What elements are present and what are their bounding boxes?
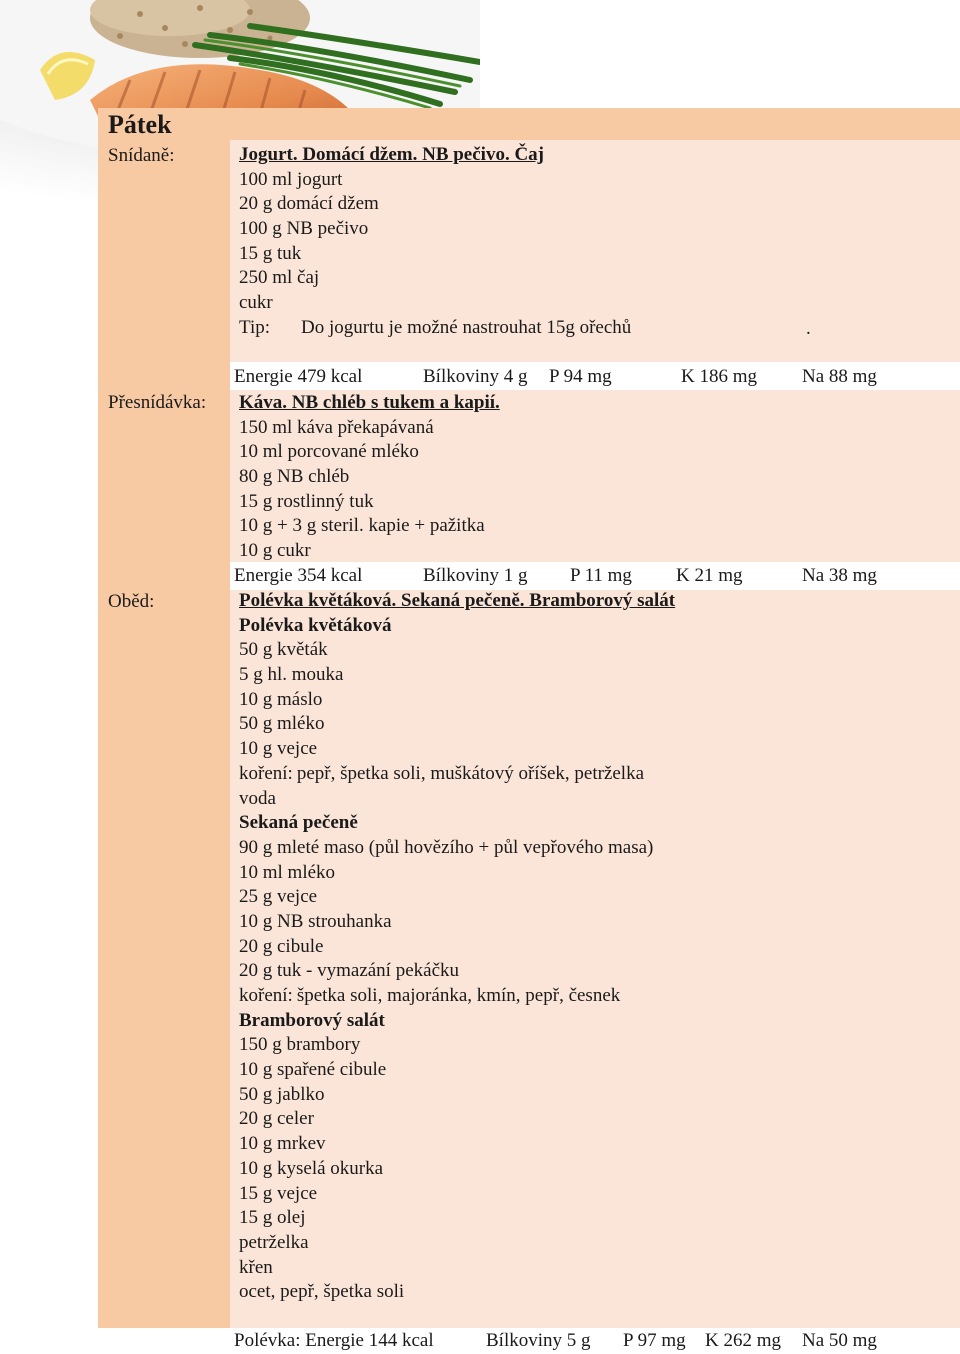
snack-nutrition: [230, 564, 960, 588]
meatloaf-spices: [239, 984, 675, 1009]
meatloaf-item: 10 ml mléko: [239, 861, 336, 883]
protein-value: Bílkoviny 5 g: [486, 1330, 591, 1351]
soup-item: voda: [239, 787, 276, 809]
salad-item: 150 g brambory: [239, 1034, 361, 1056]
phosphorus-value: P 94 mg: [549, 366, 612, 387]
tip-text: Do jogurtu je možné nastrouhat 15g ořechů: [301, 316, 632, 338]
breakfast-item: 250 ml čaj: [239, 267, 320, 289]
soup-spices: [239, 762, 675, 787]
soup-item: 5 g hl. mouka: [239, 664, 344, 686]
lunch-label: Oběd:: [108, 591, 155, 612]
phosphorus-value: P 11 mg: [570, 565, 632, 586]
spice-text: pepř, špetka soli, muškátový oříšek, petrželka: [296, 762, 645, 784]
salad-item: 10 g kyselá okurka: [239, 1157, 384, 1179]
lunch-content: [239, 589, 675, 1305]
salad-item: 10 g spařené cibule: [239, 1059, 387, 1081]
lunch-nutrition: [230, 1329, 960, 1353]
soup-item: 50 g mléko: [239, 713, 325, 735]
breakfast-heading: Jogurt. Domácí džem. NB pečivo. Čaj: [239, 144, 545, 165]
meatloaf-item: 10 g NB strouhanka: [239, 910, 392, 932]
meatloaf-item: 25 g vejce: [239, 886, 318, 908]
potassium-value: K 262 mg: [705, 1330, 781, 1351]
meatloaf-item: 90 g mleté maso (půl hovězího + půl vepřového masa): [239, 836, 654, 858]
label-column: [98, 140, 230, 1328]
phosphorus-value: P 97 mg: [623, 1330, 686, 1351]
breakfast-item: 15 g tuk: [239, 242, 302, 264]
soup-title: Polévka květáková: [239, 614, 392, 636]
potassium-value: K 186 mg: [681, 366, 757, 387]
tip-label: Tip:: [239, 316, 270, 338]
salad-item: ocet, pepř, špetka soli: [239, 1281, 405, 1303]
protein-value: Bílkoviny 4 g: [423, 366, 528, 387]
meatloaf-item: 20 g tuk - vymazání pekáčku: [239, 960, 460, 982]
snack-item: 10 g cukr: [239, 540, 311, 562]
potassium-value: K 21 mg: [676, 565, 743, 586]
salad-item: 10 g mrkev: [239, 1133, 326, 1155]
snack-item: 150 ml káva překapávaná: [239, 416, 434, 438]
spice-label: koření:: [239, 985, 293, 1006]
salad-item: křen: [239, 1256, 273, 1278]
energy-value: Energie 354 kcal: [234, 565, 363, 586]
protein-value: Bílkoviny 1 g: [423, 565, 528, 586]
salad-item: 15 g olej: [239, 1207, 306, 1229]
breakfast-label: Snídaně:: [108, 145, 175, 166]
day-title: Pátek: [108, 110, 172, 139]
meatloaf-title: Sekaná pečeně: [239, 812, 358, 834]
breakfast-content: [239, 143, 631, 341]
breakfast-item: cukr: [239, 292, 273, 314]
salad-item: 20 g celer: [239, 1108, 314, 1130]
tip-dot: .: [806, 318, 811, 339]
lunch-heading: Polévka květáková. Sekaná pečeně. Bramborový salát: [239, 590, 676, 611]
salad-item: 15 g vejce: [239, 1182, 318, 1204]
snack-item: 10 ml porcované mléko: [239, 441, 419, 463]
day-header-band: [98, 108, 960, 140]
sodium-value: Na 88 mg: [802, 366, 877, 387]
spice-label: koření:: [239, 762, 293, 784]
snack-heading: Káva. NB chléb s tukem a kapií.: [239, 392, 500, 413]
snack-label: Přesnídávka:: [108, 392, 207, 413]
salad-item: petrželka: [239, 1231, 309, 1253]
spice-text: špetka soli, majoránka, kmín, pepř, česnek: [296, 985, 621, 1006]
snack-item: 10 g + 3 g steril. kapie + pažitka: [239, 515, 485, 537]
snack-item: 80 g NB chléb: [239, 466, 350, 488]
energy-value: Polévka: Energie 144 kcal: [234, 1330, 434, 1351]
breakfast-item: 100 g NB pečivo: [239, 218, 369, 240]
sodium-value: Na 50 mg: [802, 1330, 877, 1351]
soup-item: 10 g vejce: [239, 738, 318, 760]
breakfast-item: 20 g domácí džem: [239, 193, 379, 215]
meatloaf-item: 20 g cibule: [239, 935, 324, 957]
soup-item: 50 g květák: [239, 639, 328, 661]
energy-value: Energie 479 kcal: [234, 366, 363, 387]
breakfast-tip: [239, 316, 631, 341]
snack-item: 15 g rostlinný tuk: [239, 490, 374, 512]
salad-item: 50 g jablko: [239, 1083, 325, 1105]
breakfast-item: 100 ml jogurt: [239, 168, 343, 190]
soup-item: 10 g máslo: [239, 688, 323, 710]
salad-title: Bramborový salát: [239, 1009, 385, 1031]
sodium-value: Na 38 mg: [802, 565, 877, 586]
snack-content: [239, 391, 500, 564]
